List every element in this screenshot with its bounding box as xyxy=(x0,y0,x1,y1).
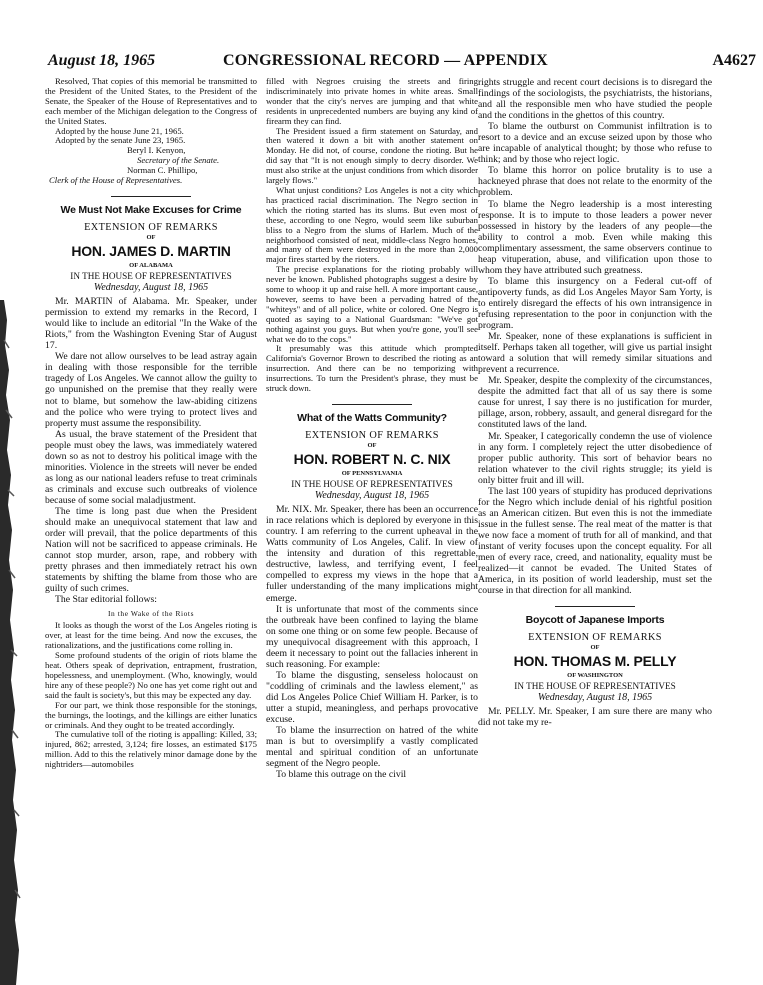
signature-2-name: Norman C. Phillipo, xyxy=(127,165,198,176)
signature-1-name: Beryl I. Kenyon, xyxy=(127,145,186,156)
binding-edge xyxy=(0,300,22,985)
column-1 xyxy=(45,77,257,770)
member-name: HON. THOMAS M. PELLY xyxy=(513,653,677,670)
header-title: CONGRESSIONAL RECORD — APPENDIX xyxy=(223,52,548,69)
remarks-date: Wednesday, August 18, 1965 xyxy=(537,692,653,704)
paragraph: To blame the outburst on Communist infiltration is to resort to a device and an excuse seized upon by those who are incapable of analytical thought; by those who refuse to think; and by those who reject logic. xyxy=(478,121,712,166)
editorial-paragraph: What unjust conditions? Los Angeles is not a city which has practiced racial discrimination. The Negro section in which the rioting started has its slums. But even most of these, according to one Negro, would seem like suburban bliss to a Negro from the slums of Harlem. Much of the neighborhood consisted of neat, middle-class Negro homes, and many of them were destroyed in the more than 2,000 major fires started by the rioters. xyxy=(266,184,478,265)
section-divider xyxy=(111,196,191,197)
of-label: OF xyxy=(367,442,377,450)
editorial-title: In the Wake of the Riots xyxy=(107,609,195,619)
paragraph: It is unfortunate that most of the comments since the outbreak have been confined to laying the blame on some one thing or on some few people. Because of my unequivocal disagreement with this approach, I deem it necessary to point out the fallacies inherent in such reasoning. For example: xyxy=(266,603,478,670)
paragraph: The time is long past due when the President should make an unequivocal statement that law and order will prevail, that the police departments of this Nation will not be sacrificed to appease criminals. He cannot stop murder, arson, rape, and robbery with pretty phrases and then immediately retract his own statements by shifting the blame from those who are guilty of such crimes. xyxy=(45,506,257,595)
paragraph: Mr. MARTIN of Alabama. Mr. Speaker, under permission to extend my remarks in the Record, I would like to include an editorial "In the Wake of the Riots," from the Washington Evening Star of August 17. xyxy=(45,296,257,352)
resolution-text: Resolved, That copies of this memorial be transmitted to the President of the United States, to the President of the Senate, the Speaker of the House of Representatives and to each member of the Michigan delegation to the Congress of the United States. xyxy=(45,76,257,126)
paragraph: To blame the disgusting, senseless holocaust on "coddling of criminals and the lawless element," as did Los Angeles Police Chief William H. Parker, is to utter a stupid, meaningless, and perhaps provocative excuse. xyxy=(266,669,478,726)
of-label: OF xyxy=(590,644,600,652)
column-2 xyxy=(266,77,478,780)
house-label: IN THE HOUSE OF REPRESENTATIVES xyxy=(514,681,676,692)
section-title: We Must Not Make Excuses for Crime xyxy=(60,203,242,216)
house-label: IN THE HOUSE OF REPRESENTATIVES xyxy=(70,271,232,282)
paragraph: Mr. NIX. Mr. Speaker, there has been an occurrence in race relations which is deplored by everyone in this country. I am referring to the current upheaval in the Watts community of Los Angeles, Calif. In view of the intensity and duration of this regrettable, destructive, lawless, and terrifying event, I feel compelled to express my views in the hope that a fuller understanding of the many implications might emerge. xyxy=(266,504,478,604)
extension-of-remarks: EXTENSION OF REMARKS xyxy=(305,430,439,442)
extension-of-remarks: EXTENSION OF REMARKS xyxy=(528,632,662,644)
section-title: What of the Watts Community? xyxy=(297,412,447,424)
editorial-paragraph: It looks as though the worst of the Los Angeles rioting is over, at least for the time being. And now the excuses, the rationalizations, and the justifications come rolling in. xyxy=(45,620,257,651)
of-label: OF xyxy=(146,234,156,242)
member-state: OF ALABAMA xyxy=(129,262,173,270)
section-title: Boycott of Japanese Imports xyxy=(525,614,665,627)
remarks-date: Wednesday, August 18, 1965 xyxy=(314,490,430,502)
editorial-paragraph: For our part, we think those responsible for the stonings, the burnings, the lootings, and the killings are either lunatics or criminals. And they ought to be treated accordingly. xyxy=(45,699,257,730)
paragraph: Mr. Speaker, despite the complexity of the circumstances, despite the admitted fact that all of us say there is some cause for unrest, I say there is no justification for murder, pillage, arson, robbery, assault, and general disregard for the constituted laws of the land. xyxy=(478,375,712,431)
editorial-paragraph: The precise explanations for the rioting probably will never be known. Published photographs suggest a desire by some to whoop it up and raise hell. A more important cause, however, seems to have been a pervading hatred of the "whiteys" and of all police, white or colored. One Negro is quoted as saying to a National Guardsman: "We've got nothing against you guys. But when you're gone, you'll see what we do to the cops." xyxy=(266,264,478,344)
section-divider xyxy=(555,606,635,607)
column-3 xyxy=(478,77,712,728)
paragraph: To blame the insurrection on hatred of the white man is but to oversimplify a vastly complicated mental and spiritual condition of an unfortunate segment of the Negro people. xyxy=(266,725,478,770)
member-state: OF PENNSYLVANIA xyxy=(341,470,403,478)
paragraph: Mr. Speaker, none of these explanations is sufficient in itself. Perhaps taken all together, will give us partial insight toward a solution that will remedy similar situations and prevent a recurrence. xyxy=(478,331,712,376)
editorial-paragraph: It presumably was this attitude which prompted California's Governor Brown to described the rioting as an insurrection. And there can be no temporizing with insurrections. To turn the President's phrase, they must be struck down. xyxy=(266,343,478,394)
page-header xyxy=(48,52,756,72)
paragraph: To blame this horror on police brutality is to use a hackneyed phrase that does not relate to the enormity of the problem. xyxy=(478,165,712,199)
paragraph: To blame this outrage on the civil xyxy=(276,769,407,781)
editorial-paragraph: Some profound students of the origin of riots blame the heat. Others speak of deprivation, entrapment, frustration, hopelessness, and unemployment. (Who, knowingly, would hire any of these people?) No one has yet come right out and said the fault is society's, but this may be expected any day. xyxy=(45,650,257,700)
editorial-paragraph: The cumulative toll of the rioting is appalling: Killed, 33; injured, 862; arrested, 3,124; fire losses, an estimated $175 million. Add to this the relatively minor damage done by the nightriders—automobiles xyxy=(45,729,257,770)
paragraph: rights struggle and recent court decisions is to disregard the findings of the sociologists, the psychiatrists, the historians, and all the responsible men who have studied the people and the conditions in the ghettos of this country. xyxy=(478,77,712,122)
adopted-house: Adopted by the house June 21, 1965. xyxy=(55,125,184,136)
paragraph: To blame this insurgency on a Federal cut-off of antipoverty funds, as did Los Angeles Mayor Sam Yorty, is to entirely disregard the effects of his own intransigence in refusing representation to the poor in conjunction with the program. xyxy=(478,275,712,332)
member-name: HON. ROBERT N. C. NIX xyxy=(293,451,451,468)
paragraph: Mr. Speaker, I categorically condemn the use of violence in any form. I completely reject the utter disobedience of proper public authority. This sort of behavior bears no relation whatever to the civil rights struggle; its yield is only bitter fruit and ill will. xyxy=(478,430,712,486)
paragraph: To blame the Negro leadership is a most interesting response. It is to impute to those leaders a power never possessed in history by the leaders of any people—the ability to control a mob. Even while making this complimentary assessment, the same observers continue to heap vituperation, abuse, and vilification upon those to whom they have attributed such greatness. xyxy=(478,198,712,276)
editorial-paragraph: The President issued a firm statement on Saturday, and then watered it down a bit with another statement on Monday. He did not, of course, condone the rioting. But he did say that "It is not enough simply to decry disorder. We must also strike at the unjust conditions from which disorder largely flows." xyxy=(266,125,478,186)
header-date: August 18, 1965 xyxy=(48,52,156,69)
signature-1-title: Secretary of the Senate. xyxy=(137,155,220,166)
paragraph: The last 100 years of stupidity has produced deprivations for the Negro which include denial of his rightful position as an American citizen. But even this is not the immediate issue in the fullest sense. The real meat of the matter is that we now face a moment of truth for all of mankind, and that instant of verity focuses upon the concept equality. For all men of every race, creed, and nationality, equality must be realized—it cannot be evaded. The United States of America, in its position of world leadership, must set the course in that direction for all mankind. xyxy=(478,485,712,597)
paragraph: We dare not allow ourselves to be lead astray again in dealing with those responsible for the terrible tragedy of Los Angeles. We cannot allow the guilty to go unpunished on the premise that they really were not to blame, but somehow the law-abiding citizens and the police who were trying to protect lives and property must assume the responsibility. xyxy=(45,351,257,429)
extension-of-remarks: EXTENSION OF REMARKS xyxy=(84,222,218,234)
paragraph: As usual, the brave statement of the President that people must obey the laws, was immediately watered down so as not to destroy his political image with the minorities. Violence in the streets will never be ended as long as our national leaders refuse to treat criminals as criminals and excuse such outbreaks of violence because of some social maladjustment. xyxy=(45,428,257,506)
adopted-senate: Adopted by the senate June 23, 1965. xyxy=(55,135,186,146)
signature-2-title: Clerk of the House of Representatives. xyxy=(49,175,183,186)
remarks-date: Wednesday, August 18, 1965 xyxy=(93,282,209,294)
house-label: IN THE HOUSE OF REPRESENTATIVES xyxy=(291,479,453,490)
member-state: OF WASHINGTON xyxy=(567,672,623,680)
paragraph: The Star editorial follows: xyxy=(55,594,157,606)
paragraph: Mr. PELLY. Mr. Speaker, I am sure there are many who did not take my re- xyxy=(478,706,712,729)
member-name: HON. JAMES D. MARTIN xyxy=(71,243,231,260)
editorial-paragraph: filled with Negroes cruising the streets and firing indiscriminately into private homes in white areas. Small wonder that the city's nerves are jumping and that white residents in unprecedented numbers are buying any kind of firearm they can find. xyxy=(266,76,478,126)
section-divider xyxy=(332,404,412,405)
header-page-number: A4627 xyxy=(712,52,756,69)
